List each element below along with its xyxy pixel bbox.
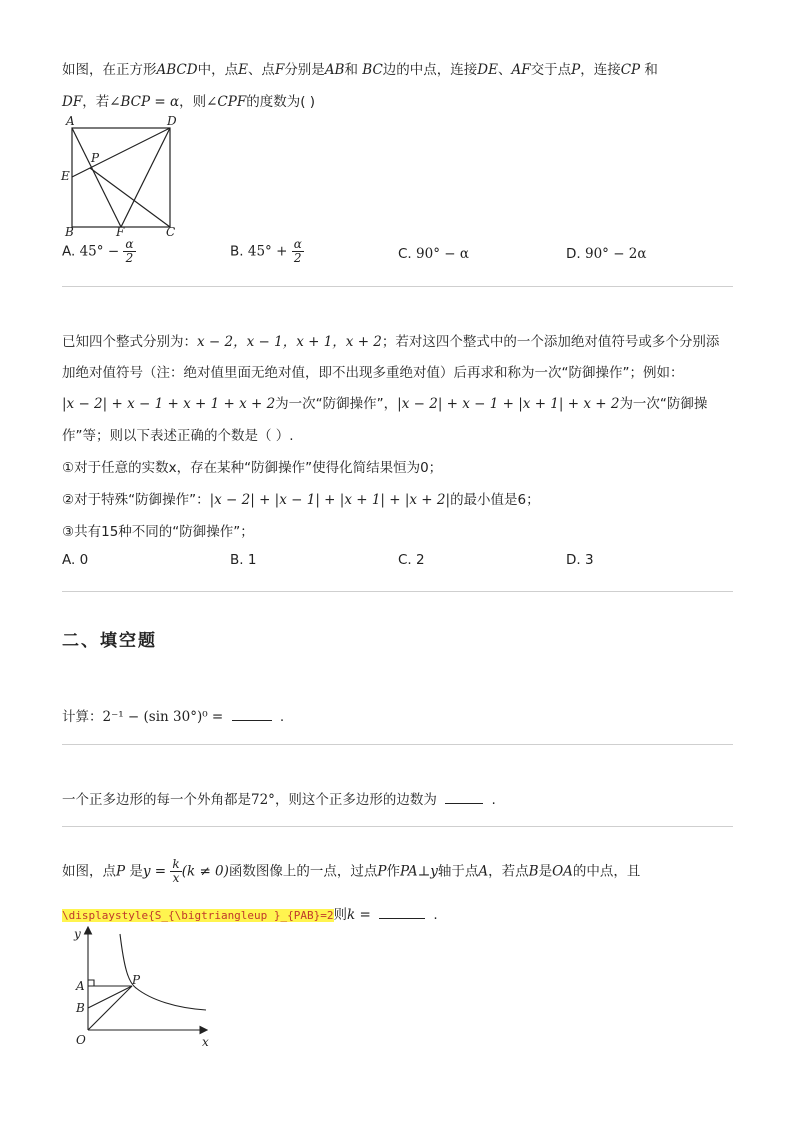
right-angle-mark [88, 980, 94, 986]
q3-line: 计算：2⁻¹ − (sin 30°)⁰ = . [62, 709, 285, 725]
q1-option-b[interactable]: B. 45° + $\frac{\alpha}{2}$ [230, 237, 302, 265]
segment-pc [90, 168, 170, 227]
label-a: A [66, 114, 75, 128]
label-x: x [202, 1035, 209, 1049]
q2-statement-2: ②对于特殊“防御操作”：|x − 2| + |x − 1| + |x + 1| + |x + 2|的最小值是6； [62, 492, 540, 508]
latex-tail: =2 [320, 909, 334, 922]
segment-de [72, 128, 170, 177]
q1-line1: 如图，在正方形ABCD中，点E、点F分别是AB和 BC边的中点，连接DE、AF交于点P，连接CP 和 [62, 62, 658, 78]
label-c: C [166, 225, 176, 237]
q5-line1: 如图，点P 是y = $\frac{k}{x}$ (k ≠ 0)函数图像上的一点，过点P作PA⊥y轴于点A，若点B是OA的中点，且 [62, 857, 641, 885]
q2-line3: |x − 2| + x − 1 + x + 1 + x + 2为一次“防御操作”，|x − 2| + x − 1 + |x + 1| + x + 2为一次“防御操 [62, 396, 708, 412]
q1-line2: DF，若∠BCP = α，则∠CPF的度数为( ) [62, 94, 316, 110]
q5-graph-figure [66, 922, 226, 1052]
label-p: P [91, 151, 100, 165]
divider-4 [62, 826, 733, 827]
q2-option-c[interactable]: C. 2 [398, 552, 425, 568]
square-abcd [72, 128, 170, 227]
hyperbola-curve [120, 934, 206, 1010]
q1-option-c[interactable]: C. 90° − α [398, 246, 469, 262]
section-title: 二、填空题 [62, 631, 157, 651]
label-b: B [76, 1001, 85, 1015]
q2-option-b[interactable]: B. 1 [230, 552, 257, 568]
label-e: E [61, 169, 70, 183]
q2-line2: 加绝对值符号（注：绝对值里面无绝对值，即不出现多重绝对值）后再求和称为一次“防御操作”；例如： [62, 365, 684, 381]
label-a: A [76, 979, 85, 993]
segment-df [121, 128, 170, 227]
q3-answer-blank[interactable] [232, 719, 272, 721]
segment-op [88, 986, 132, 1030]
q5-fraction: $\frac{k}{x}$ [172, 857, 180, 885]
divider-1 [62, 286, 733, 287]
q2-line1: 已知四个整式分别为：x − 2，x − 1，x + 1，x + 2；若对这四个整式中的一个添加绝对值符号或多个分别添 [62, 334, 720, 350]
q2-option-d[interactable]: D. 3 [566, 552, 594, 568]
segment-af [72, 128, 121, 227]
q2-statement-3: ③共有15种不同的“防御操作”； [62, 524, 254, 540]
label-f: F [116, 225, 125, 237]
q2-line4: 作”等；则以下表述正确的个数是（ ）. [62, 428, 294, 444]
q4-answer-blank[interactable] [445, 802, 483, 804]
q4-line: 一个正多边形的每一个外角都是72°，则这个正多边形的边数为 . [62, 792, 496, 808]
q1-option-d[interactable]: D. 90° − 2α [566, 246, 647, 262]
latex-raw: \displaystyle{S_{\bigtriangleup }_{PAB} [62, 909, 321, 922]
q2-statement-1: ①对于任意的实数x，存在某种“防御操作”使得化简结果恒为0； [62, 460, 443, 476]
segment-pb [88, 986, 132, 1008]
label-o: O [76, 1033, 86, 1047]
label-d: D [167, 114, 177, 128]
q1-square-figure [56, 112, 186, 237]
label-p: P [132, 973, 141, 987]
divider-3 [62, 744, 733, 745]
label-b: B [65, 225, 74, 237]
q5-answer-blank[interactable] [379, 917, 425, 919]
label-y: y [74, 927, 81, 941]
divider-2 [62, 591, 733, 592]
q1-option-a[interactable]: A. 45° − $\frac{\alpha}{2}$ [62, 237, 134, 265]
q5-line2: \displaystyle{S_{\bigtriangleup }_{PAB}=2则k = . [62, 907, 438, 923]
q2-option-a[interactable]: A. 0 [62, 552, 89, 568]
